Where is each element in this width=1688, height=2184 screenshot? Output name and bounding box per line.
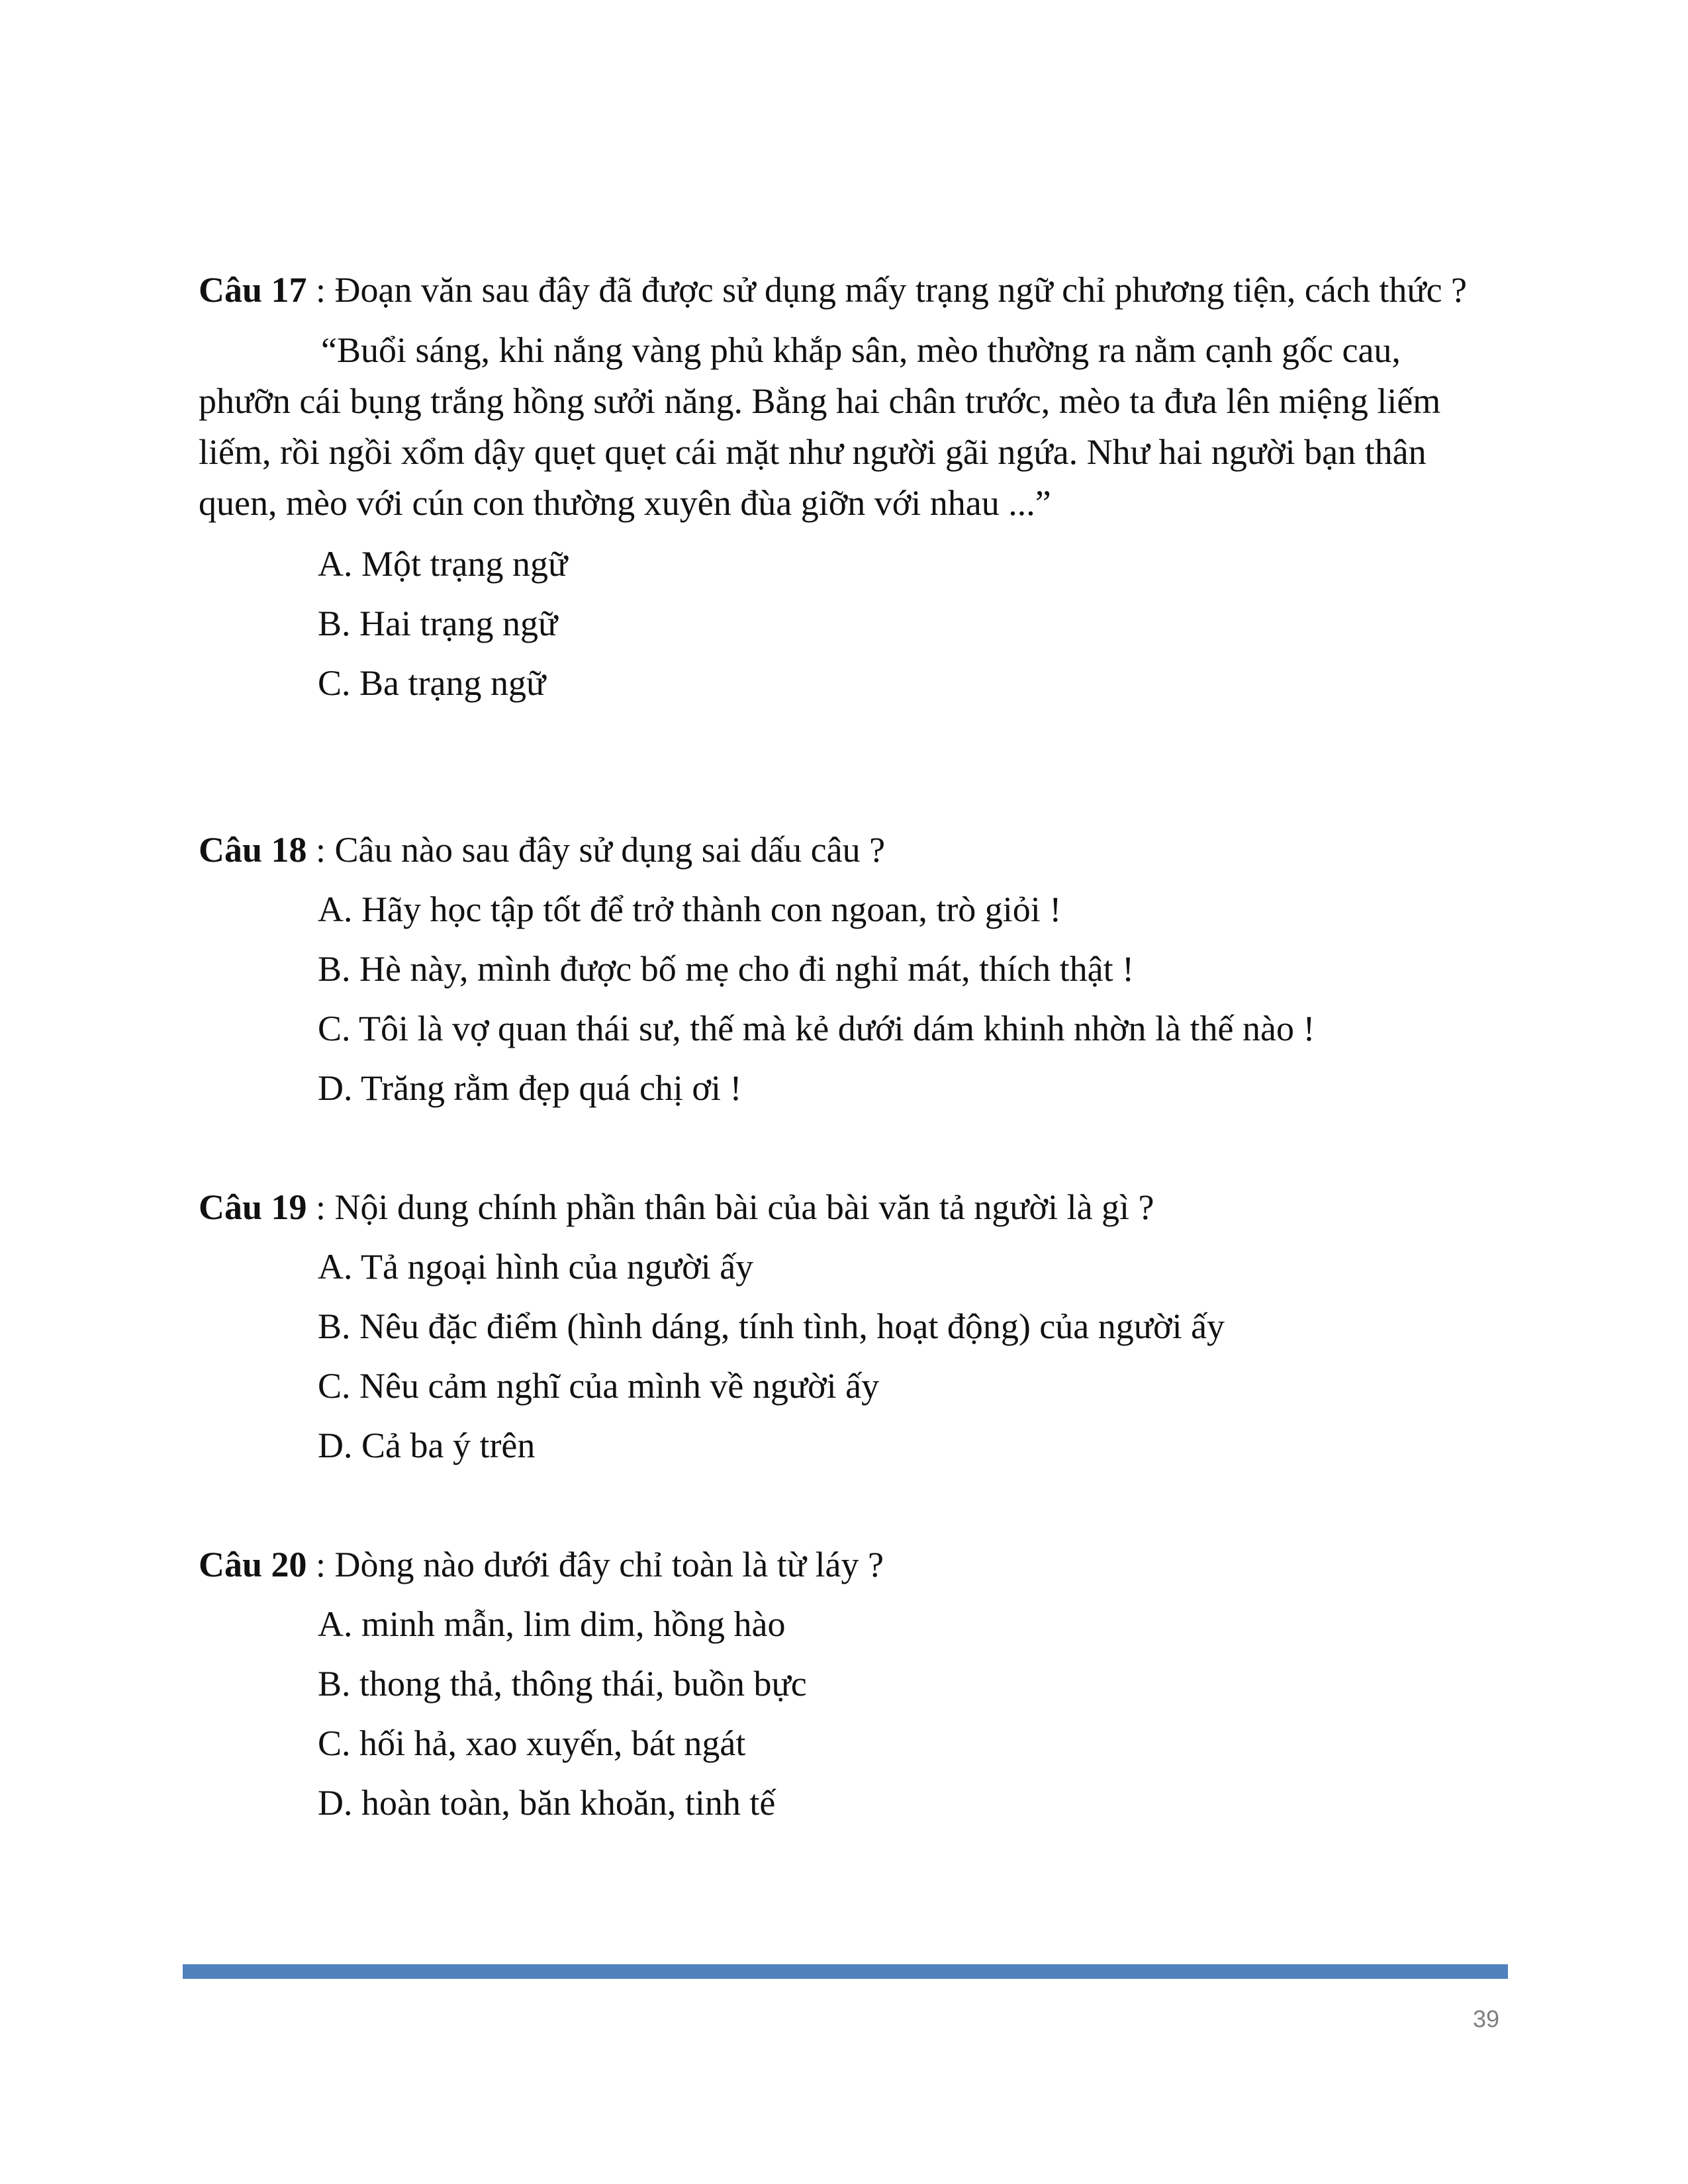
- answer-option-d: D. hoàn toàn, băn khoăn, tinh tế: [318, 1783, 776, 1823]
- question-number: Câu 19: [199, 1187, 307, 1227]
- question-text: : Dòng nào dưới đây chỉ toàn là từ láy ?: [306, 1545, 884, 1584]
- quoted-passage: “Buổi sáng, khi nắng vàng phủ khắp sân, mèo thường ra nằm cạnh gốc cau, phưỡn cái bụng trắng hồng sưởi năng. Bằng hai chân trước, mèo ta đưa lên miệng liếm liếm, rồi ngồi xổm dậy quẹt quẹt cái mặt như người gãi ngứa. Như hai người bạn thân quen, mèo với cún con thường xuyên đùa giỡn với nhau ...”: [199, 330, 1441, 523]
- answer-option-c: C. hối hả, xao xuyến, bát ngát: [318, 1723, 746, 1763]
- answer-option-a: A. Hãy học tập tốt để trở thành con ngoan, trò giỏi !: [318, 889, 1062, 929]
- answer-options: [199, 880, 1496, 1118]
- question-number: Câu 18: [199, 830, 307, 870]
- answer-option-b: B. thong thả, thông thái, buồn bực: [318, 1664, 807, 1704]
- answer-option-b: B. Nêu đặc điểm (hình dáng, tính tình, hoạt động) của người ấy: [318, 1306, 1225, 1346]
- question-prompt: [199, 265, 1496, 316]
- question-text: : Nội dung chính phần thân bài của bài văn tả người là gì ?: [306, 1187, 1154, 1227]
- answer-option-c: C. Tôi là vợ quan thái sư, thế mà kẻ dưới dám khinh nhờn là thế nào !: [318, 1009, 1315, 1048]
- answer-option-a: A. Tả ngoại hình của người ấy: [318, 1247, 754, 1287]
- page-number: 39: [1472, 2005, 1499, 2032]
- question-number: Câu 20: [199, 1545, 307, 1584]
- question-text: : Đoạn văn sau đây đã được sử dụng mấy trạng ngữ chỉ phương tiện, cách thức ?: [306, 270, 1468, 310]
- answer-option-a: A. minh mẫn, lim dim, hồng hào: [318, 1604, 786, 1644]
- answer-options: [199, 1594, 1496, 1833]
- answer-option-c: C. Ba trạng ngữ: [318, 663, 546, 703]
- question-18: [199, 825, 1496, 1118]
- answer-options: [199, 1237, 1496, 1475]
- answer-option-c: C. Nêu cảm nghĩ của mình về người ấy: [318, 1366, 880, 1406]
- question-prompt: [199, 825, 1496, 876]
- question-text: : Câu nào sau đây sử dụng sai dấu câu ?: [306, 830, 886, 870]
- answer-option-d: D. Cả ba ý trên: [318, 1426, 536, 1465]
- answer-option-d: D. Trăng rằm đẹp quá chị ơi !: [318, 1068, 742, 1108]
- question-17: [199, 265, 1496, 713]
- answer-options: [199, 534, 1496, 713]
- question-19: [199, 1182, 1496, 1475]
- answer-option-b: B. Hai trạng ngữ: [318, 604, 558, 643]
- question-number: Câu 17: [199, 270, 307, 310]
- question-prompt: [199, 1182, 1496, 1233]
- question-prompt: [199, 1539, 1496, 1590]
- question-20: [199, 1539, 1496, 1833]
- footer-divider: [183, 1964, 1508, 1979]
- answer-option-b: B. Hè này, mình được bố mẹ cho đi nghỉ mát, thích thật !: [318, 949, 1135, 989]
- answer-option-a: A. Một trạng ngữ: [318, 544, 568, 584]
